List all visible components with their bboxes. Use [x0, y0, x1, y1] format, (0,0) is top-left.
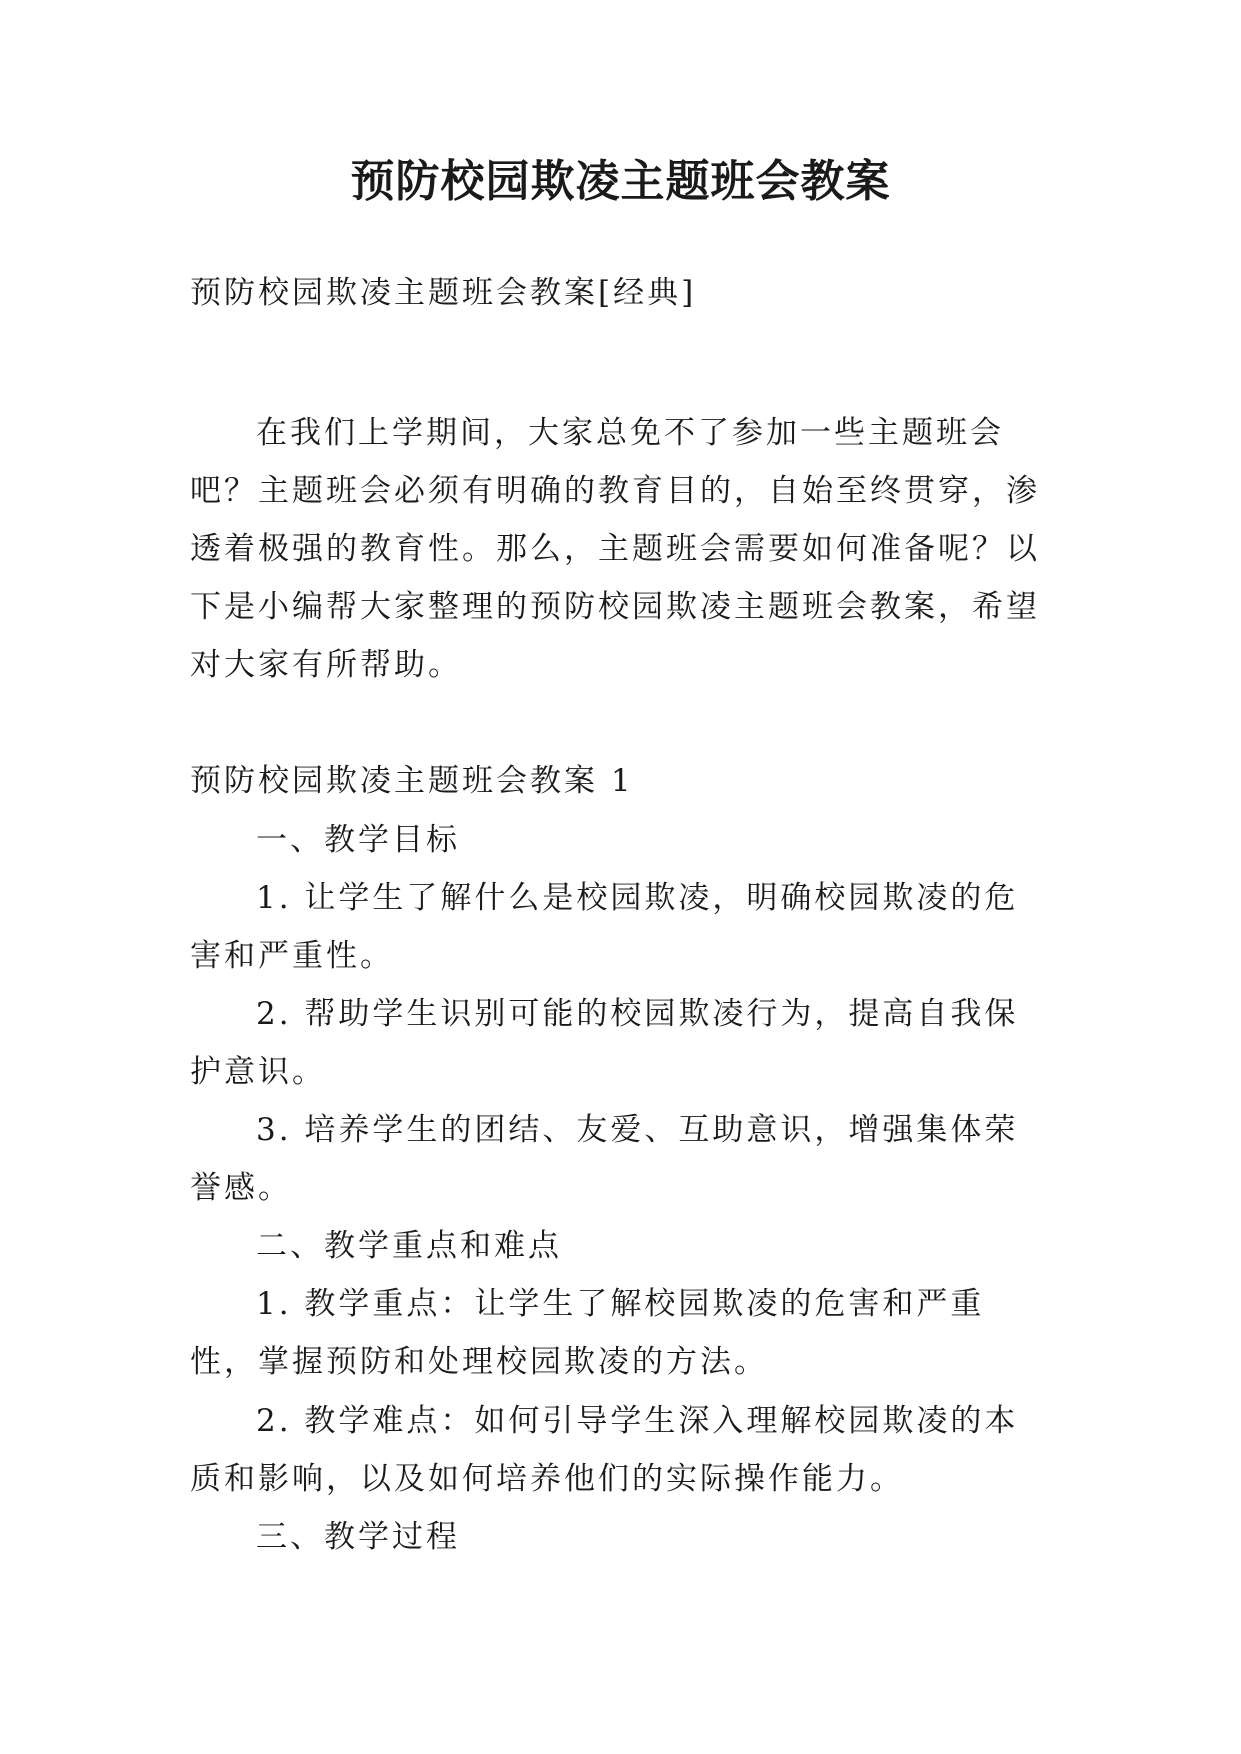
process-heading: 三、教学过程: [256, 1519, 460, 1555]
goal-item-1: 1. 让学生了解什么是校园欺凌，明确校园欺凌的危害和严重性。: [190, 880, 1019, 974]
intro-paragraph: 在我们上学期间，大家总免不了参加一些主题班会吧？主题班会必须有明确的教育目的，自始至终贯穿，渗透着极强的教育性。那么，主题班会需要如何准备呢？以下是小编帮大家整理的预防校园欺凌主题班会教案，希望对大家有所帮助。: [190, 415, 1040, 683]
document-title: 预防校园欺凌主题班会教案: [350, 156, 891, 207]
goal-item-2: 2. 帮助学生识别可能的校园欺凌行为，提高自我保护意识。: [190, 996, 1019, 1090]
goal-item-3: 3. 培养学生的团结、友爱、互助意识，增强集体荣誉感。: [190, 1112, 1019, 1206]
key-points-heading: 二、教学重点和难点: [256, 1228, 562, 1264]
document-subtitle: 预防校园欺凌主题班会教案[经典]: [190, 275, 697, 311]
key-point-item-2: 2. 教学难点：如何引导学生深入理解校园欺凌的本质和影响，以及如何培养他们的实际操作能力。: [190, 1403, 1019, 1497]
key-point-item-1: 1. 教学重点：让学生了解校园欺凌的危害和严重性，掌握预防和处理校园欺凌的方法。: [190, 1286, 985, 1380]
goals-heading: 一、教学目标: [256, 822, 460, 858]
section-title: 预防校园欺凌主题班会教案 1: [190, 763, 634, 799]
